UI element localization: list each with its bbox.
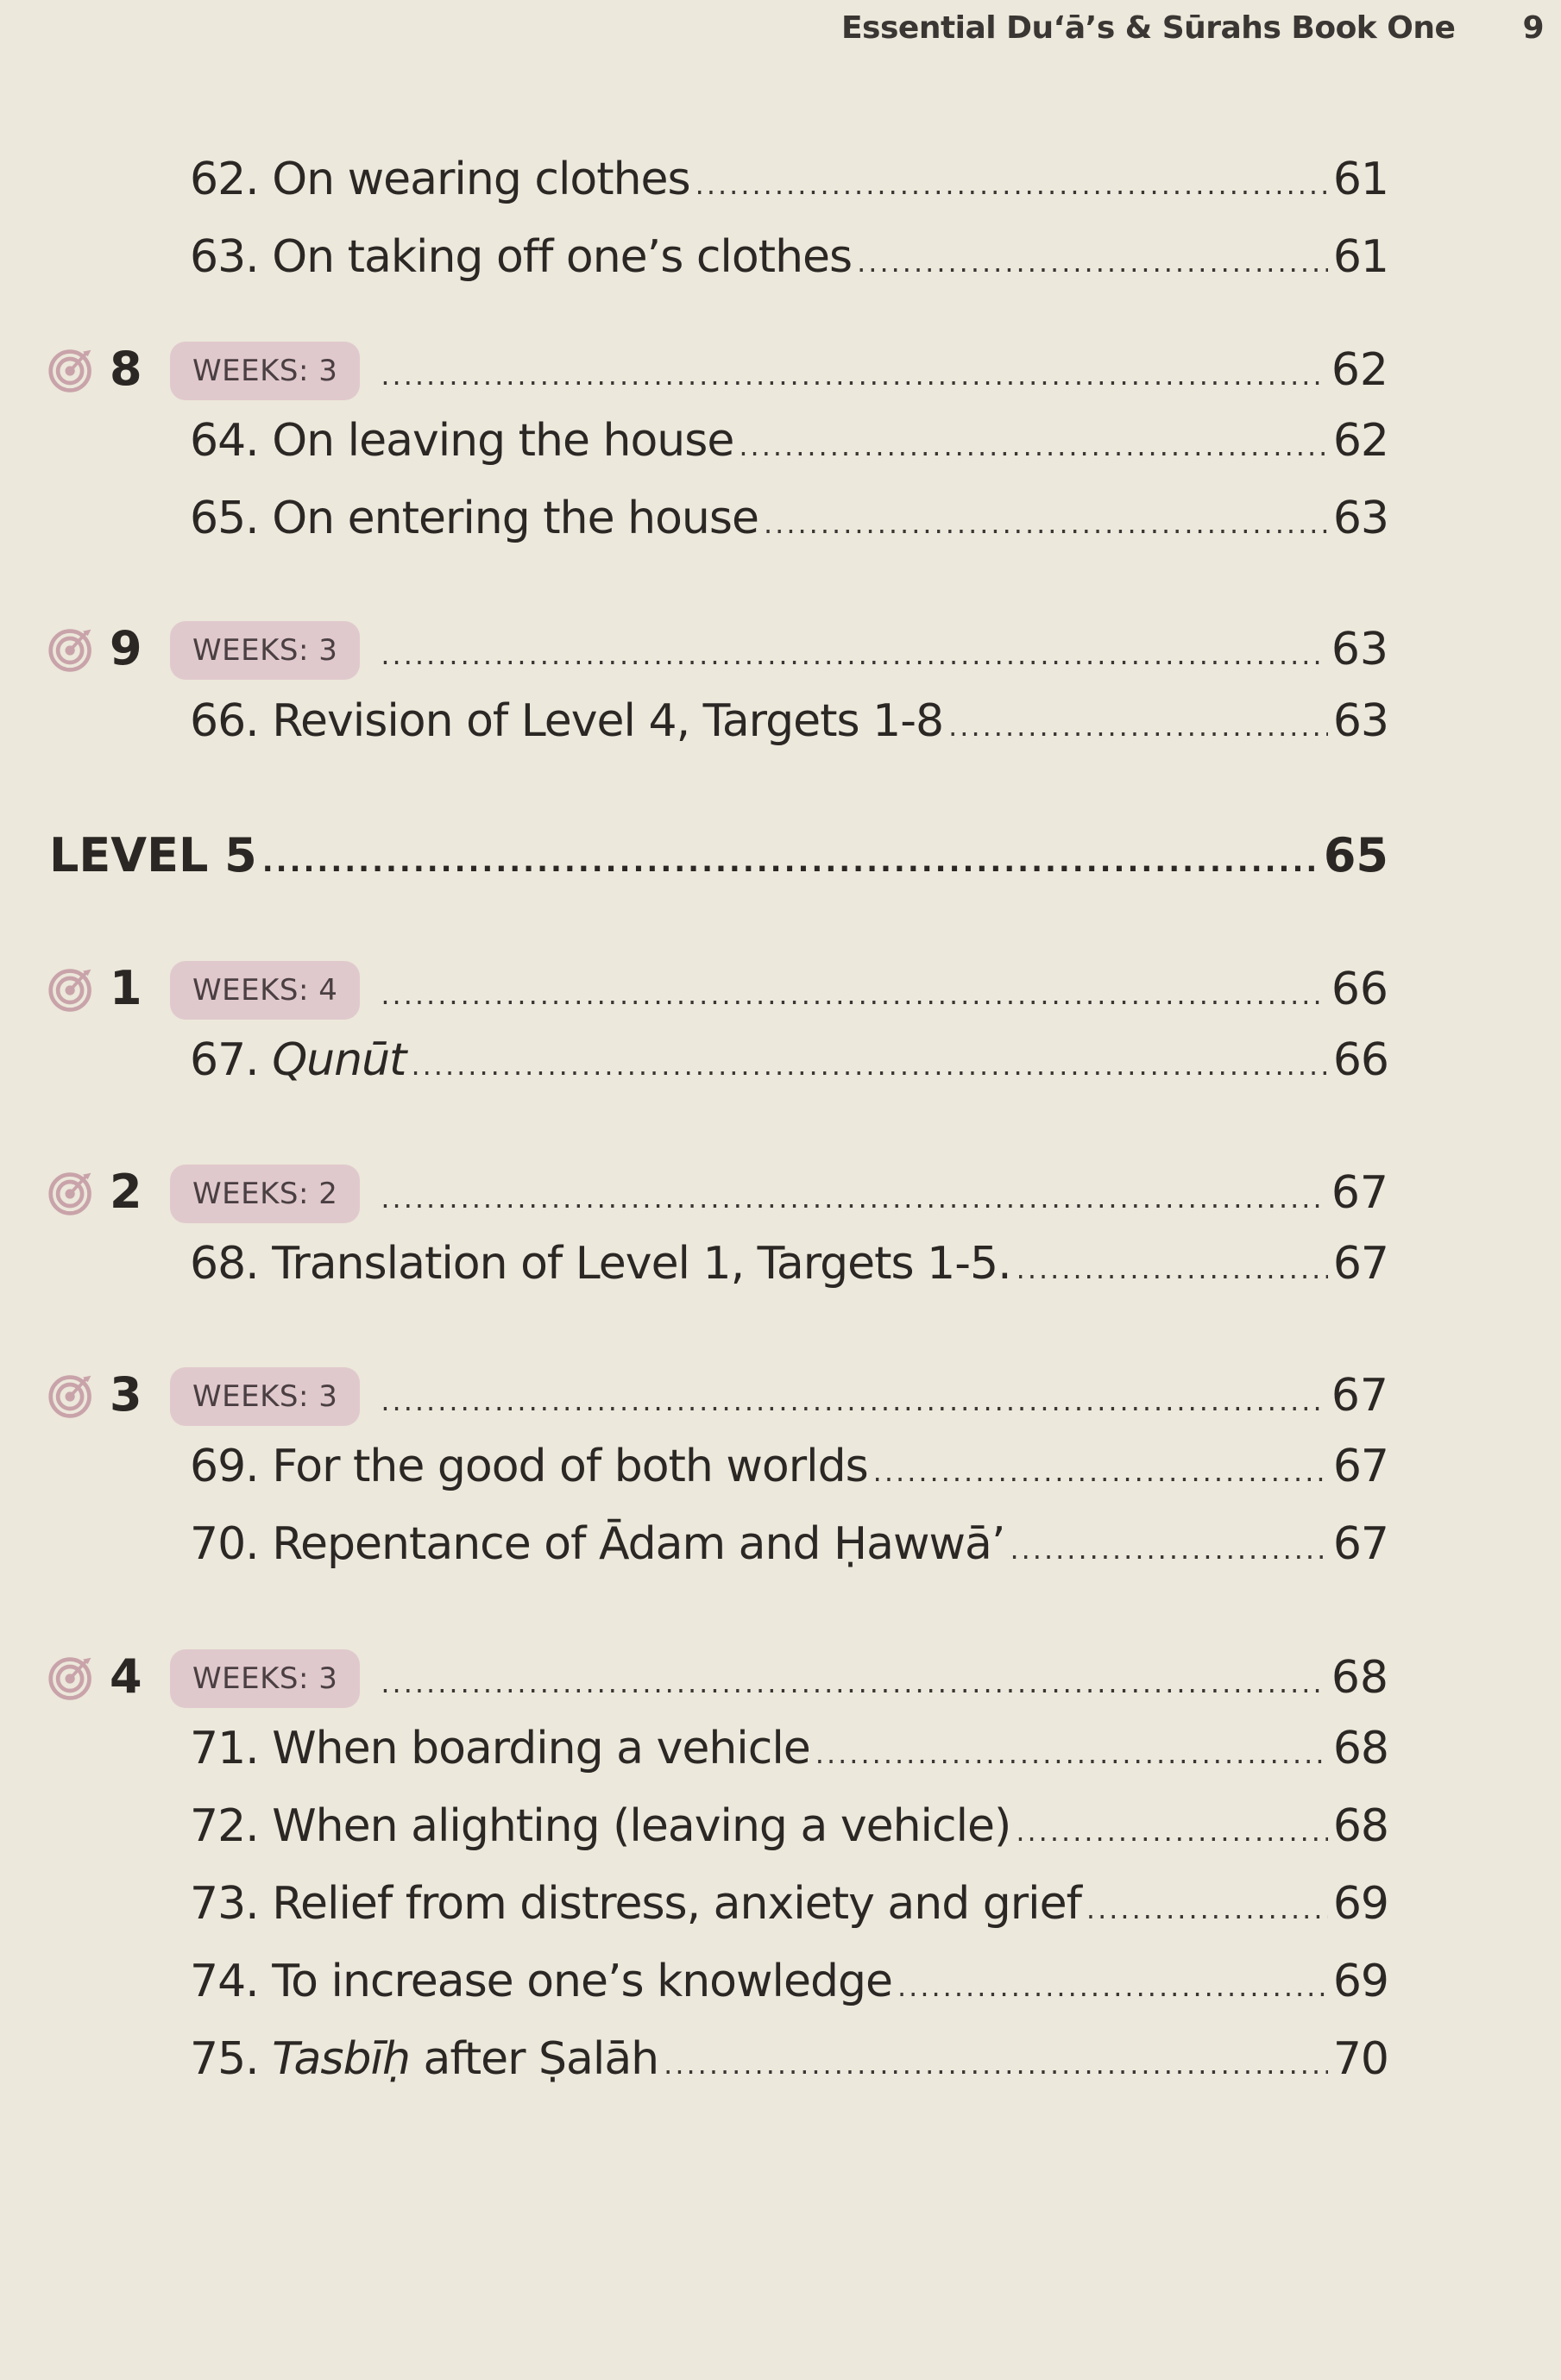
dot-leader xyxy=(411,1039,1327,1091)
target-4-row[interactable] xyxy=(47,1651,1388,1706)
dot-leader xyxy=(381,1375,1325,1427)
target-1-row[interactable] xyxy=(47,963,1388,1018)
entry-page: 61 xyxy=(1332,231,1388,283)
toc-entry-72[interactable] xyxy=(190,1800,1388,1856)
level-5-heading[interactable] xyxy=(49,828,1388,889)
target-3-row[interactable] xyxy=(47,1369,1388,1424)
weeks-badge: WEEKS: 3 xyxy=(170,342,360,400)
toc-entry-65[interactable] xyxy=(190,493,1388,548)
entry-title: 70. Repentance of Ādam and Ḥawwā’ xyxy=(190,1518,1005,1570)
target-number: 9 xyxy=(110,621,142,675)
toc-entry-67[interactable] xyxy=(190,1034,1388,1090)
entry-page: 61 xyxy=(1332,154,1388,205)
dot-leader xyxy=(696,159,1328,210)
target-icon xyxy=(47,1372,96,1421)
toc-entry-63[interactable] xyxy=(190,231,1388,286)
dot-leader xyxy=(1086,1883,1328,1935)
dot-leader xyxy=(873,1446,1328,1498)
entry-title-italic: Tasbīḥ xyxy=(272,2033,410,2085)
entry-title: 65. On entering the house xyxy=(190,493,758,544)
entry-number: 67. xyxy=(190,1034,273,1086)
entry-title: 72. When alighting (leaving a vehicle) xyxy=(190,1800,1011,1852)
toc-entry-73[interactable] xyxy=(190,1878,1388,1933)
dot-leader xyxy=(381,969,1325,1020)
entry-title: 62. On wearing clothes xyxy=(190,154,690,205)
weeks-badge: WEEKS: 4 xyxy=(170,961,360,1020)
dot-leader xyxy=(381,1172,1325,1224)
entry-title-rest: after Ṣalāh xyxy=(409,2033,659,2085)
target-number: 8 xyxy=(110,342,142,396)
toc-entry-62[interactable] xyxy=(190,154,1388,209)
toc-entry-74[interactable] xyxy=(190,1956,1388,2011)
entry-title-italic: Qunūt xyxy=(272,1034,406,1086)
entry-page: 68 xyxy=(1332,1800,1388,1852)
target-page: 66 xyxy=(1331,964,1388,1015)
entry-page: 67 xyxy=(1332,1238,1388,1290)
entry-title: 69. For the good of both worlds xyxy=(190,1441,868,1492)
target-page: 68 xyxy=(1331,1652,1388,1704)
running-header xyxy=(841,10,1544,46)
entry-page: 69 xyxy=(1332,1956,1388,2007)
entry-page: 67 xyxy=(1332,1441,1388,1492)
target-icon xyxy=(47,966,96,1014)
toc-entry-75[interactable] xyxy=(190,2033,1388,2088)
target-icon xyxy=(47,347,96,395)
dot-leader xyxy=(948,700,1328,752)
entry-title: 71. When boarding a vehicle xyxy=(190,1723,810,1774)
weeks-badge: WEEKS: 3 xyxy=(170,1367,360,1426)
toc-entry-68[interactable] xyxy=(190,1238,1388,1293)
toc-entry-64[interactable] xyxy=(190,415,1388,470)
weeks-badge: WEEKS: 3 xyxy=(170,621,360,680)
level-page: 65 xyxy=(1323,828,1388,882)
weeks-badge: WEEKS: 2 xyxy=(170,1165,360,1223)
target-number: 2 xyxy=(110,1165,142,1219)
entry-page: 62 xyxy=(1332,415,1388,467)
entry-title: 68. Translation of Level 1, Targets 1-5. xyxy=(190,1238,1011,1290)
target-page: 62 xyxy=(1331,344,1388,396)
toc-entry-69[interactable] xyxy=(190,1441,1388,1496)
entry-page: 66 xyxy=(1332,1034,1388,1086)
dot-leader xyxy=(381,349,1325,401)
entry-title xyxy=(190,2033,658,2085)
entry-page: 63 xyxy=(1332,695,1388,747)
target-number: 4 xyxy=(110,1649,142,1704)
entry-page: 63 xyxy=(1332,493,1388,544)
page-number: 9 xyxy=(1522,10,1544,46)
level-title: LEVEL 5 xyxy=(49,828,257,882)
entry-page: 70 xyxy=(1332,2033,1388,2085)
entry-title: 63. On taking off one’s clothes xyxy=(190,231,853,283)
dot-leader xyxy=(262,845,1319,879)
entry-title xyxy=(190,1034,406,1086)
dot-leader xyxy=(381,629,1325,681)
target-2-row[interactable] xyxy=(47,1166,1388,1221)
dot-leader xyxy=(815,1728,1328,1780)
target-icon xyxy=(47,1170,96,1218)
dot-leader xyxy=(381,1657,1325,1709)
dot-leader xyxy=(1017,1243,1328,1295)
dot-leader xyxy=(857,236,1328,288)
target-page: 67 xyxy=(1331,1370,1388,1422)
book-title: Essential Du‘ā’s & Sūrahs Book One xyxy=(840,10,1456,46)
target-number: 1 xyxy=(110,961,142,1015)
entry-number: 75. xyxy=(190,2033,273,2085)
target-9-row[interactable] xyxy=(47,623,1388,678)
entry-page: 69 xyxy=(1332,1878,1388,1930)
entry-title: 66. Revision of Level 4, Targets 1-8 xyxy=(190,695,944,747)
weeks-badge: WEEKS: 3 xyxy=(170,1649,360,1708)
target-icon xyxy=(47,1655,96,1703)
entry-page: 68 xyxy=(1332,1723,1388,1774)
dot-leader xyxy=(664,2038,1328,2090)
target-number: 3 xyxy=(110,1367,142,1422)
entry-title: 73. Relief from distress, anxiety and grief xyxy=(190,1878,1081,1930)
toc-entry-66[interactable] xyxy=(190,695,1388,750)
dot-leader xyxy=(1016,1805,1328,1857)
dot-leader xyxy=(739,420,1327,472)
target-icon xyxy=(47,626,96,675)
toc-entry-70[interactable] xyxy=(190,1518,1388,1573)
dot-leader xyxy=(764,498,1328,549)
toc-entry-71[interactable] xyxy=(190,1723,1388,1778)
target-8-row[interactable] xyxy=(47,343,1388,399)
target-page: 63 xyxy=(1331,624,1388,675)
entry-title: 64. On leaving the house xyxy=(190,415,734,467)
entry-page: 67 xyxy=(1332,1518,1388,1570)
dot-leader xyxy=(1010,1523,1327,1575)
target-page: 67 xyxy=(1331,1167,1388,1219)
dot-leader xyxy=(897,1961,1328,2013)
entry-title: 74. To increase one’s knowledge xyxy=(190,1956,892,2007)
